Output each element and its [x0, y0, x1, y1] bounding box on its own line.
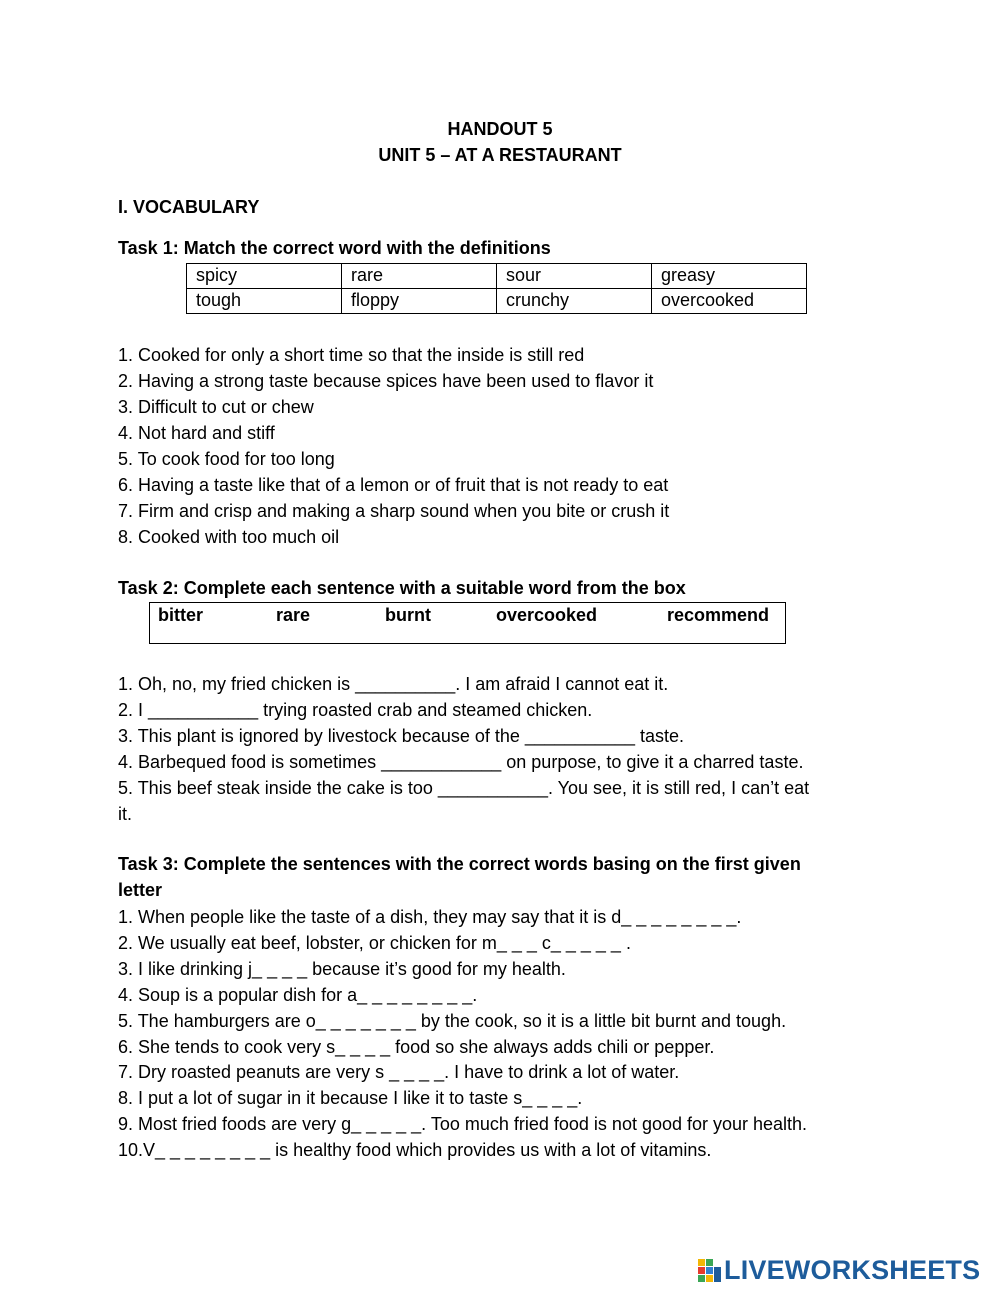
- task3-item-5: 5. The hamburgers are o_ _ _ _ _ _ _ by the cook, so it is a little bit burnt and tough.: [118, 1011, 787, 1031]
- task3-heading-continued: letter: [118, 880, 163, 900]
- task3-item-6: 6. She tends to cook very s_ _ _ _ food so she always adds chili or pepper.: [118, 1037, 715, 1057]
- word-box-item: overcooked: [496, 605, 598, 625]
- unit-title: UNIT 5 – AT A RESTAURANT: [378, 145, 622, 165]
- task2-item-3: 3. This plant is ignored by livestock because of the ___________ taste.: [118, 726, 685, 746]
- word-cell: spicy: [187, 264, 342, 289]
- word-table-row: [187, 289, 807, 314]
- logo-text: LIVEWORKSHEETS: [724, 1255, 981, 1285]
- task3-item-4: 4. Soup is a popular dish for a_ _ _ _ _ _ _ _.: [118, 985, 478, 1005]
- task1-item-2: 2. Having a strong taste because spices have been used to flavor it: [118, 371, 654, 391]
- task1-item-6: 6. Having a taste like that of a lemon or of fruit that is not ready to eat: [118, 475, 669, 495]
- task1-item-5: 5. To cook food for too long: [118, 449, 335, 469]
- task3-item-2: 2. We usually eat beef, lobster, or chicken for m_ _ _ c_ _ _ _ _ .: [118, 933, 631, 953]
- word-cell: sour: [497, 264, 652, 289]
- task1-item-7: 7. Firm and crisp and making a sharp sound when you bite or crush it: [118, 501, 670, 521]
- word-cell: overcooked: [652, 289, 807, 314]
- word-box-item: rare: [276, 605, 311, 625]
- task1-item-8: 8. Cooked with too much oil: [118, 527, 340, 547]
- task2-item-5-continued: it.: [118, 804, 133, 824]
- word-cell: floppy: [342, 289, 497, 314]
- task1-item-1: 1. Cooked for only a short time so that the inside is still red: [118, 345, 585, 365]
- task1-item-4: 4. Not hard and stiff: [118, 423, 275, 443]
- task2-item-4: 4. Barbequed food is sometimes ____________ on purpose, to give it a charred taste.: [118, 752, 804, 772]
- task1-item-3: 3. Difficult to cut or chew: [118, 397, 314, 417]
- word-box-item: burnt: [385, 605, 431, 625]
- task2-heading: Task 2: Complete each sentence with a suitable word from the box: [118, 578, 686, 598]
- logo-blocks-icon: [698, 1259, 722, 1283]
- task1-heading: Task 1: Match the correct word with the definitions: [118, 238, 551, 258]
- word-cell: crunchy: [497, 289, 652, 314]
- word-cell: rare: [342, 264, 497, 289]
- task3-item-3: 3. I like drinking j_ _ _ _ because it’s good for my health.: [118, 959, 566, 979]
- task2-item-2: 2. I ___________ trying roasted crab and steamed chicken.: [118, 700, 593, 720]
- task2-item-1: 1. Oh, no, my fried chicken is __________. I am afraid I cannot eat it.: [118, 674, 669, 694]
- task3-item-8: 8. I put a lot of sugar in it because I like it to taste s_ _ _ _.: [118, 1088, 583, 1108]
- section-heading-vocabulary: I. VOCABULARY: [118, 197, 260, 217]
- handout-title: HANDOUT 5: [447, 119, 553, 139]
- task3-item-1: 1. When people like the taste of a dish, they may say that it is d_ _ _ _ _ _ _ _.: [118, 907, 742, 927]
- task2-word-box: [149, 602, 786, 644]
- task3-item-10: 10.V_ _ _ _ _ _ _ _ is healthy food which provides us with a lot of vitamins.: [118, 1140, 712, 1160]
- task1-word-table: [186, 263, 807, 314]
- task2-item-5: 5. This beef steak inside the cake is too ___________. You see, it is still red, I can’t eat: [118, 778, 810, 798]
- word-cell: greasy: [652, 264, 807, 289]
- word-box-item: bitter: [158, 605, 203, 625]
- word-box-item: recommend: [667, 605, 770, 625]
- word-cell: tough: [187, 289, 342, 314]
- word-table-row: [187, 264, 807, 289]
- task3-item-9: 9. Most fried foods are very g_ _ _ _ _. Too much fried food is not good for your health.: [118, 1114, 808, 1134]
- task3-heading: Task 3: Complete the sentences with the correct words basing on the first given: [118, 854, 801, 874]
- task3-item-7: 7. Dry roasted peanuts are very s _ _ _ _. I have to drink a lot of water.: [118, 1062, 680, 1082]
